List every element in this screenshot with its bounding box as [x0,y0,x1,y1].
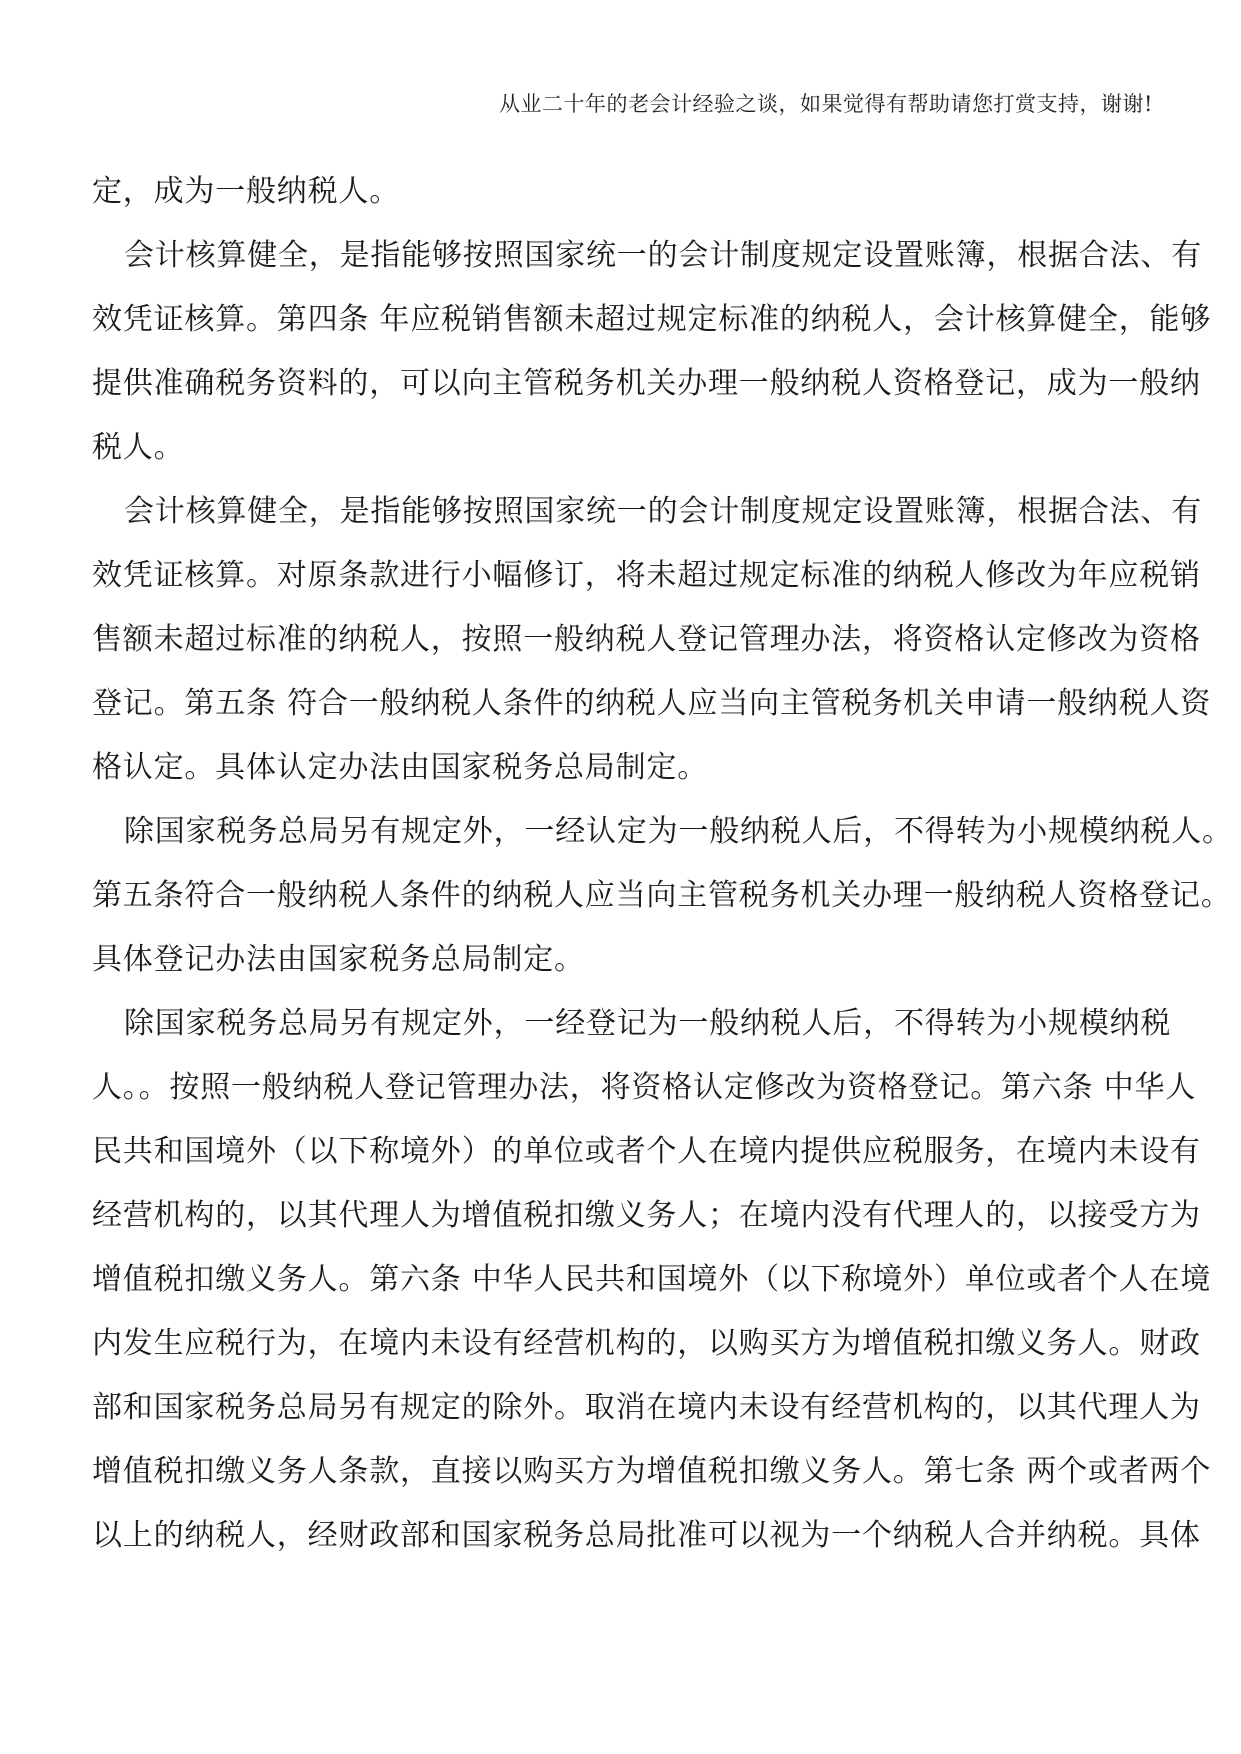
text-line: 除国家税务总局另有规定外，一经登记为一般纳税人后，不得转为小规模纳税 [124,1006,1172,1041]
text-line: 人。。按照一般纳税人登记管理办法，将资格认定修改为资格登记。第六条 中华人 [92,1070,1197,1105]
text-line: 第五条符合一般纳税人条件的纳税人应当向主管税务机关办理一般纳税人资格登记。 [92,878,1232,913]
text-line: 格认定。具体认定办法由国家税务总局制定。 [92,750,708,785]
text-line: 会计核算健全，是指能够按照国家统一的会计制度规定设置账簿，根据合法、有 [124,494,1202,529]
text-line: 增值税扣缴义务人。第六条 中华人民共和国境外（以下称境外）单位或者个人在境 [92,1262,1212,1297]
text-line: 具体登记办法由国家税务总局制定。 [92,942,585,977]
text-line: 民共和国境外（以下称境外）的单位或者个人在境内提供应税服务，在境内未设有 [92,1134,1201,1169]
text-line: 登记。第五条 符合一般纳税人条件的纳税人应当向主管税务机关申请一般纳税人资 [92,686,1212,721]
text-line: 定，成为一般纳税人。 [92,174,400,209]
text-line: 增值税扣缴义务人条款，直接以购买方为增值税扣缴义务人。第七条 两个或者两个 [92,1454,1212,1489]
text-line: 效凭证核算。对原条款进行小幅修订，将未超过规定标准的纳税人修改为年应税销 [92,558,1201,593]
text-line: 效凭证核算。第四条 年应税销售额未超过规定标准的纳税人，会计核算健全，能够 [92,302,1212,337]
text-line: 内发生应税行为，在境内未设有经营机构的，以购买方为增值税扣缴义务人。财政 [92,1326,1201,1361]
text-line: 除国家税务总局另有规定外，一经认定为一般纳税人后，不得转为小规模纳税人。 [124,814,1233,849]
text-line: 部和国家税务总局另有规定的除外。取消在境内未设有经营机构的，以其代理人为 [92,1390,1201,1425]
page-header-text: 从业二十年的老会计经验之谈，如果觉得有帮助请您打赏支持，谢谢! [499,92,1153,116]
text-line: 会计核算健全，是指能够按照国家统一的会计制度规定设置账簿，根据合法、有 [124,238,1202,273]
text-line: 经营机构的，以其代理人为增值税扣缴义务人；在境内没有代理人的，以接受方为 [92,1198,1201,1233]
text-line: 税人。 [92,430,185,465]
text-line: 售额未超过标准的纳税人，按照一般纳税人登记管理办法，将资格认定修改为资格 [92,622,1201,657]
document-body [92,160,1233,1568]
text-line: 以上的纳税人，经财政部和国家税务总局批准可以视为一个纳税人合并纳税。具体 [92,1518,1201,1553]
text-line: 提供准确税务资料的，可以向主管税务机关办理一般纳税人资格登记，成为一般纳 [92,366,1201,401]
